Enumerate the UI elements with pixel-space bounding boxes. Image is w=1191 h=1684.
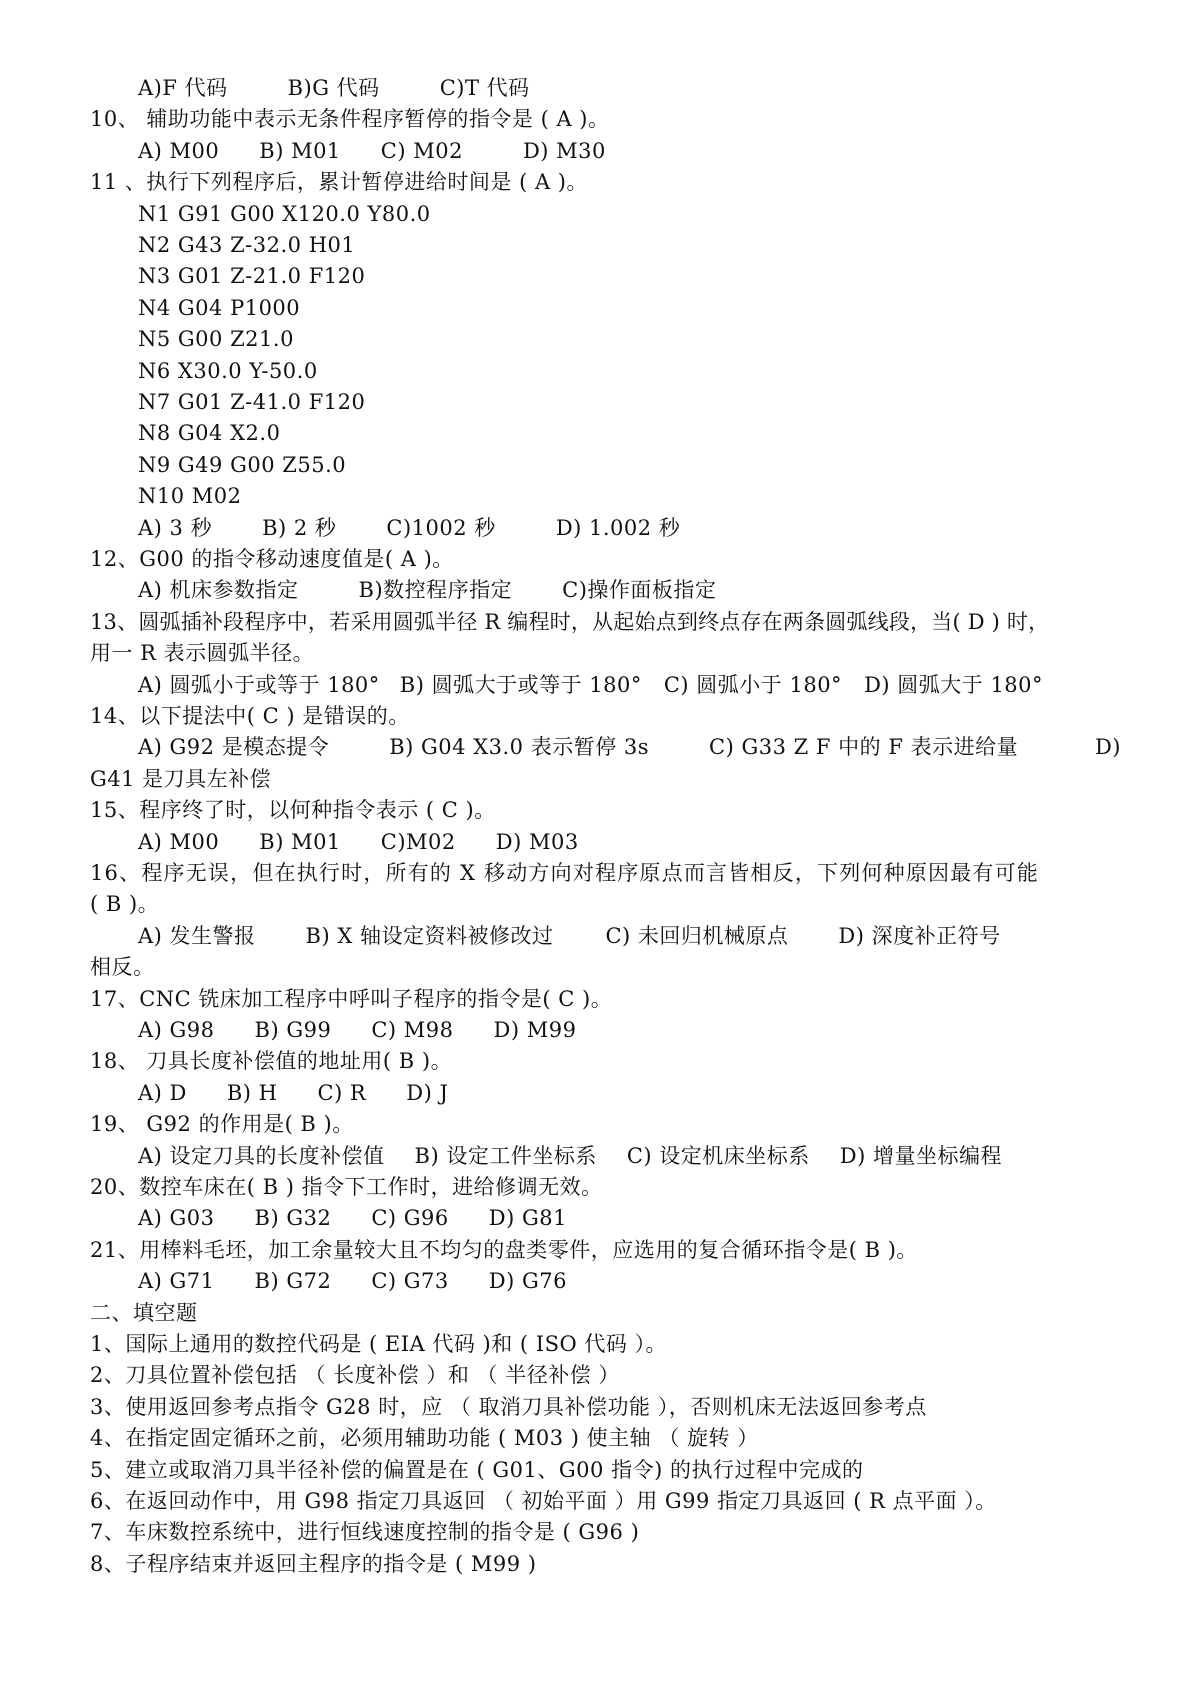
text-line: N9 G49 G00 Z55.0 bbox=[138, 452, 347, 477]
text-line: 12、G00 的指令移动速度值是( A )。 bbox=[90, 547, 454, 571]
option-item: C) M02 bbox=[380, 138, 463, 163]
text-line: 二、填空题 bbox=[90, 1300, 198, 1325]
text-line: N4 G04 P1000 bbox=[138, 295, 301, 320]
option-item: C)1002 秒 bbox=[386, 515, 496, 540]
option-item: A) G71 bbox=[138, 1269, 215, 1294]
option-item: B) 圆弧大于或等于 180° bbox=[399, 672, 642, 697]
option-item: C) M98 bbox=[371, 1018, 454, 1042]
text-line: 2、刀具位置补偿包括 （ 长度补偿 ）和 （ 半径补偿 ） bbox=[90, 1363, 620, 1388]
option-item: D) bbox=[1094, 735, 1121, 760]
option-item: C)操作面板指定 bbox=[562, 578, 717, 603]
text-line: N10 M02 bbox=[138, 484, 242, 509]
option-item: B) X 轴设定资料被修改过 bbox=[305, 923, 554, 948]
text-line: 6、在返回动作中，用 G98 指定刀具返回 （ 初始平面 ）用 G99 指定刀具返回 ( R 点平面 ）。 bbox=[90, 1489, 997, 1513]
text-line: 5、建立或取消刀具半径补偿的偏置是在 ( G01、G00 指令) 的执行过程中完成的 bbox=[90, 1457, 864, 1482]
option-line bbox=[138, 1267, 1121, 1295]
option-item: C) G33 Z F 中的 F 表示进给量 bbox=[709, 735, 1019, 760]
option-line bbox=[138, 1204, 1121, 1232]
text-line: 1、国际上通用的数控代码是 ( EIA 代码 )和 ( ISO 代码 ）。 bbox=[90, 1332, 668, 1356]
text-line: N2 G43 Z-32.0 H01 bbox=[138, 233, 356, 257]
text-line: 17、CNC 铣床加工程序中呼叫子程序的指令是( C )。 bbox=[90, 986, 613, 1011]
option-item: A) 发生警报 bbox=[138, 923, 256, 948]
option-item: D) M30 bbox=[522, 138, 606, 163]
text-line: 14、以下提法中( C ) 是错误的。 bbox=[90, 704, 410, 728]
text-line: N7 G01 Z-41.0 F120 bbox=[138, 390, 366, 414]
option-item: C) R bbox=[317, 1080, 367, 1105]
option-line bbox=[138, 733, 1121, 761]
option-item: C) 设定机床坐标系 bbox=[626, 1143, 810, 1168]
option-item: C)T 代码 bbox=[439, 76, 530, 100]
text-line: 13、圆弧插补段程序中，若采用圆弧半径 R 编程时，从起始点到终点存在两条圆弧线段，当( D ) 时， bbox=[90, 609, 1050, 634]
option-item: C) 未回归机械原点 bbox=[605, 923, 789, 948]
text-line: N8 G04 X2.0 bbox=[138, 421, 281, 446]
option-item: B) G72 bbox=[254, 1269, 332, 1294]
option-line bbox=[138, 922, 1121, 950]
text-line: 18、 刀具长度补偿值的地址用( B )。 bbox=[90, 1049, 453, 1074]
option-item: C) 圆弧小于 180° bbox=[663, 672, 843, 697]
text-line: 4、在指定固定循环之前，必须用辅助功能 ( M03 ) 使主轴 （ 旋转 ） bbox=[90, 1426, 759, 1451]
text-line: N3 G01 Z-21.0 F120 bbox=[138, 264, 366, 289]
option-item: A) G98 bbox=[138, 1018, 215, 1042]
option-line bbox=[138, 671, 1121, 699]
text-line: 16、程序无误，但在执行时，所有的 X 移动方向对程序原点而言皆相反，下列何种原因最有可能 bbox=[90, 861, 1040, 885]
option-item: B) 设定工件坐标系 bbox=[414, 1143, 597, 1168]
option-item: B) H bbox=[226, 1080, 278, 1105]
option-item: B) G04 X3.0 表示暂停 3s bbox=[389, 735, 650, 760]
option-line bbox=[138, 1142, 1121, 1170]
option-item: A) 机床参数指定 bbox=[138, 578, 299, 603]
option-item: A) 圆弧小于或等于 180° bbox=[138, 672, 380, 697]
option-item: A) G03 bbox=[138, 1206, 215, 1231]
option-item: B)G 代码 bbox=[287, 76, 380, 100]
option-line bbox=[138, 137, 1121, 165]
option-item: D) 深度补正符号 bbox=[838, 923, 1001, 948]
option-item: A) G92 是模态提令 bbox=[138, 735, 330, 760]
option-item: A) 3 秒 bbox=[138, 515, 213, 540]
text-line: N1 G91 G00 X120.0 Y80.0 bbox=[138, 201, 431, 226]
option-line bbox=[138, 576, 1121, 604]
option-item: A) D bbox=[138, 1080, 187, 1105]
text-line: G41 是刀具左补偿 bbox=[90, 766, 272, 791]
option-item: D) G76 bbox=[488, 1269, 567, 1294]
option-item: B) 2 秒 bbox=[262, 515, 337, 540]
text-line: 19、 G92 的作用是( B )。 bbox=[90, 1112, 354, 1137]
text-line: 11 、执行下列程序后，累计暂停进给时间是 ( A )。 bbox=[90, 170, 588, 195]
option-item: B) G32 bbox=[254, 1206, 332, 1231]
option-item: D) G81 bbox=[488, 1206, 567, 1231]
option-item: B) M01 bbox=[259, 138, 341, 163]
text-line: 用一 R 表示圆弧半径。 bbox=[90, 641, 315, 666]
option-item: B) M01 bbox=[259, 829, 341, 854]
option-line bbox=[138, 828, 1121, 856]
option-item: D) M03 bbox=[495, 829, 579, 854]
option-item: B)数控程序指定 bbox=[358, 578, 513, 603]
text-line: 21、用棒料毛坯，加工余量较大且不均匀的盘类零件，应选用的复合循环指令是( B )。 bbox=[90, 1237, 918, 1262]
option-item: B) G99 bbox=[254, 1018, 332, 1042]
option-item: C) G96 bbox=[371, 1206, 449, 1231]
option-item: C)M02 bbox=[380, 829, 456, 854]
option-item: D) 圆弧大于 180° bbox=[864, 672, 1044, 697]
option-line bbox=[138, 1079, 1121, 1107]
text-line: ( B )。 bbox=[90, 892, 160, 917]
text-line: 7、车床数控系统中，进行恒线速度控制的指令是 ( G96 ) bbox=[90, 1520, 640, 1545]
option-item: A)F 代码 bbox=[138, 76, 228, 100]
option-line bbox=[138, 514, 1121, 542]
text-line: 3、使用返回参考点指令 G28 时，应 （ 取消刀具补偿功能 ），否则机床无法返回参考点 bbox=[90, 1394, 927, 1419]
text-line: 相反。 bbox=[90, 955, 155, 980]
text-line: 10、 辅助功能中表示无条件程序暂停的指令是 ( A )。 bbox=[90, 107, 610, 132]
option-item: D) J bbox=[406, 1080, 449, 1105]
text-line: 8、子程序结束并返回主程序的指令是 ( M99 ) bbox=[90, 1551, 537, 1576]
option-item: A) M00 bbox=[138, 829, 220, 854]
text-line: 15、程序终了时，以何种指令表示 ( C )。 bbox=[90, 798, 496, 823]
option-item: C) G73 bbox=[371, 1269, 449, 1294]
option-item: A) M00 bbox=[138, 138, 220, 163]
text-line: 20、数控车床在( B ) 指令下工作时，进给修调无效。 bbox=[90, 1175, 603, 1199]
option-line bbox=[138, 1016, 1121, 1044]
option-item: D) M99 bbox=[493, 1018, 577, 1042]
option-line bbox=[138, 74, 1121, 102]
option-item: A) 设定刀具的长度补偿值 bbox=[138, 1143, 385, 1168]
text-line: N5 G00 Z21.0 bbox=[138, 327, 294, 352]
option-item: D) 增量坐标编程 bbox=[839, 1143, 1003, 1168]
text-line: N6 X30.0 Y-50.0 bbox=[138, 358, 318, 383]
option-item: D) 1.002 秒 bbox=[555, 515, 681, 540]
